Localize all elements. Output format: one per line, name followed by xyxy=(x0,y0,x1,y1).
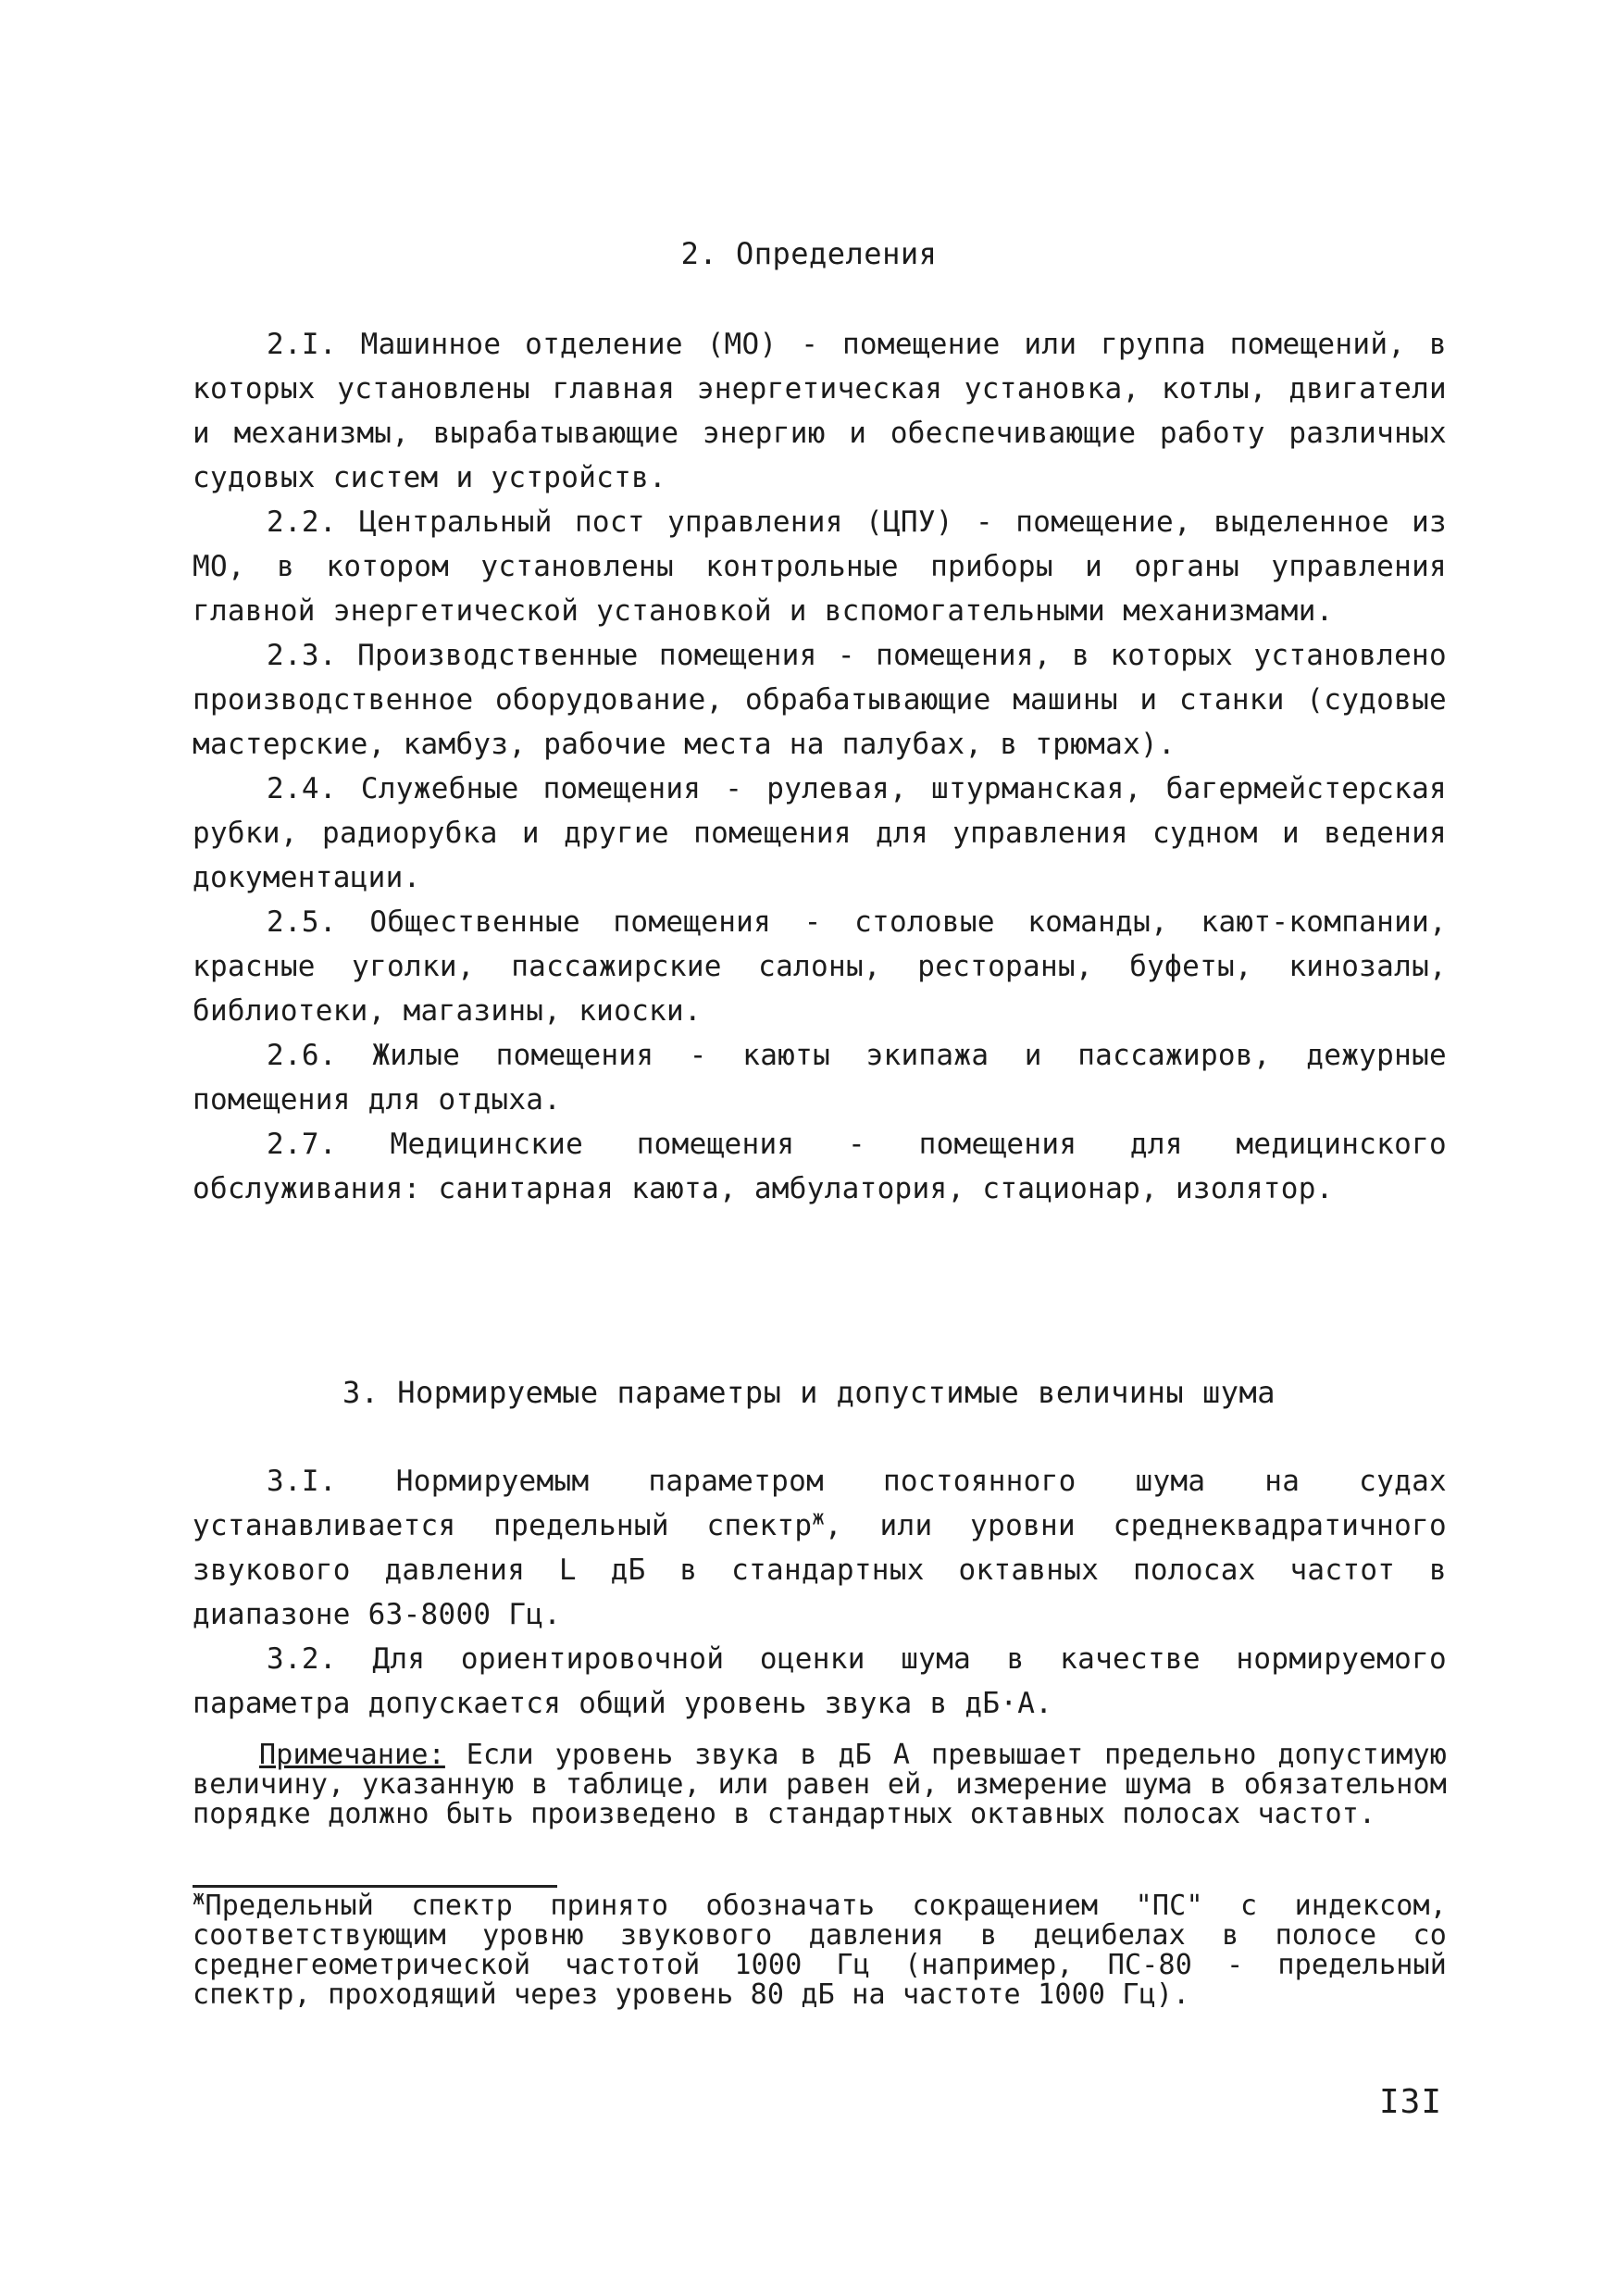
definition-2-7: 2.7. Медицинские помещения - помещения для медицинского обслуживания: санитарная каюта, амбулатория, стационар, изолятор. xyxy=(193,1128,1447,1205)
footnote-mark: ж xyxy=(193,1887,205,1910)
definition-2-4: 2.4. Служебные помещения - рулевая, штурманская, багермейстерская рубки, радиорубка и другие помещения для управления судном и ведения документации. xyxy=(193,772,1447,894)
definition-2-1: 2.I. Машинное отделение (МО) - помещение или группа помещений, в которых установлены главная энергетическая установка, котлы, двигатели и механизмы, вырабатывающие энергию и обеспечивающие работу различных судовых систем и устройств. xyxy=(193,328,1447,494)
paragraph-3-1 xyxy=(193,1459,1447,1637)
note-label: Примечание: xyxy=(259,1739,445,1771)
definition-2-2: 2.2. Центральный пост управления (ЦПУ) - помещение, выделенное из МО, в котором установлены контрольные приборы и органы управления главной энергетической установкой и вспомогательными механизмами. xyxy=(193,505,1447,628)
paragraph-3-1-text-end: , или уровни среднеквадратичного звукового давления L дБ в стандартных октавных полосах частот в диапазоне 63-8000 Гц. xyxy=(193,1509,1447,1631)
footnote-divider xyxy=(193,1885,557,1888)
definition-2-5: 2.5. Общественные помещения - столовые команды, кают-компании, красные уголки, пассажирские салоны, рестораны, буфеты, кинозалы, библиотеки, магазины, киоски. xyxy=(193,905,1447,1028)
page-number: I3I xyxy=(1379,2083,1443,2121)
paragraph-3-2: 3.2. Для ориентировочной оценки шума в качестве нормируемого параметра допускается общий уровень звука в дБ·А. xyxy=(193,1642,1447,1720)
section-3-body xyxy=(193,1459,1447,1726)
note-text: Если уровень звука в дБ А превышает предельно допустимую величину, указанную в таблице, или равен ей, измерение шума в обязательном порядке должно быть произведено в стандартных октавных полосах частот. xyxy=(193,1739,1447,1830)
footnote-reference-mark: ж xyxy=(812,1506,825,1530)
footnote xyxy=(193,1887,1447,2011)
section-2-body xyxy=(193,322,1447,1211)
definition-2-3: 2.3. Производственные помещения - помещения, в которых установлено производственное оборудование, обрабатывающие машины и станки (судовые мастерские, камбуз, рабочие места на палубах, в трюмах). xyxy=(193,639,1447,761)
paragraph-3-1-text-start: 3.I. Нормируемым параметром постоянного шума на судах устанавливается предельный спектр xyxy=(193,1465,1447,1542)
section-3-heading: 3. Нормируемые параметры и допустимые величины шума xyxy=(342,1375,1276,1410)
note-block xyxy=(193,1741,1447,1829)
section-2-heading: 2. Определения xyxy=(680,236,938,271)
footnote-text: Предельный спектр принято обозначать сокращением "ПС" с индексом, соответствующим уровню звукового давления в децибелах в полосе со среднегеометрической частотой 1000 Гц (например, ПС-80 - предельный спектр, проходящий через уровень 80 дБ на частоте 1000 Гц). xyxy=(193,1890,1447,2011)
definition-2-6: 2.6. Жилые помещения - каюты экипажа и пассажиров, дежурные помещения для отдыха. xyxy=(193,1039,1447,1117)
